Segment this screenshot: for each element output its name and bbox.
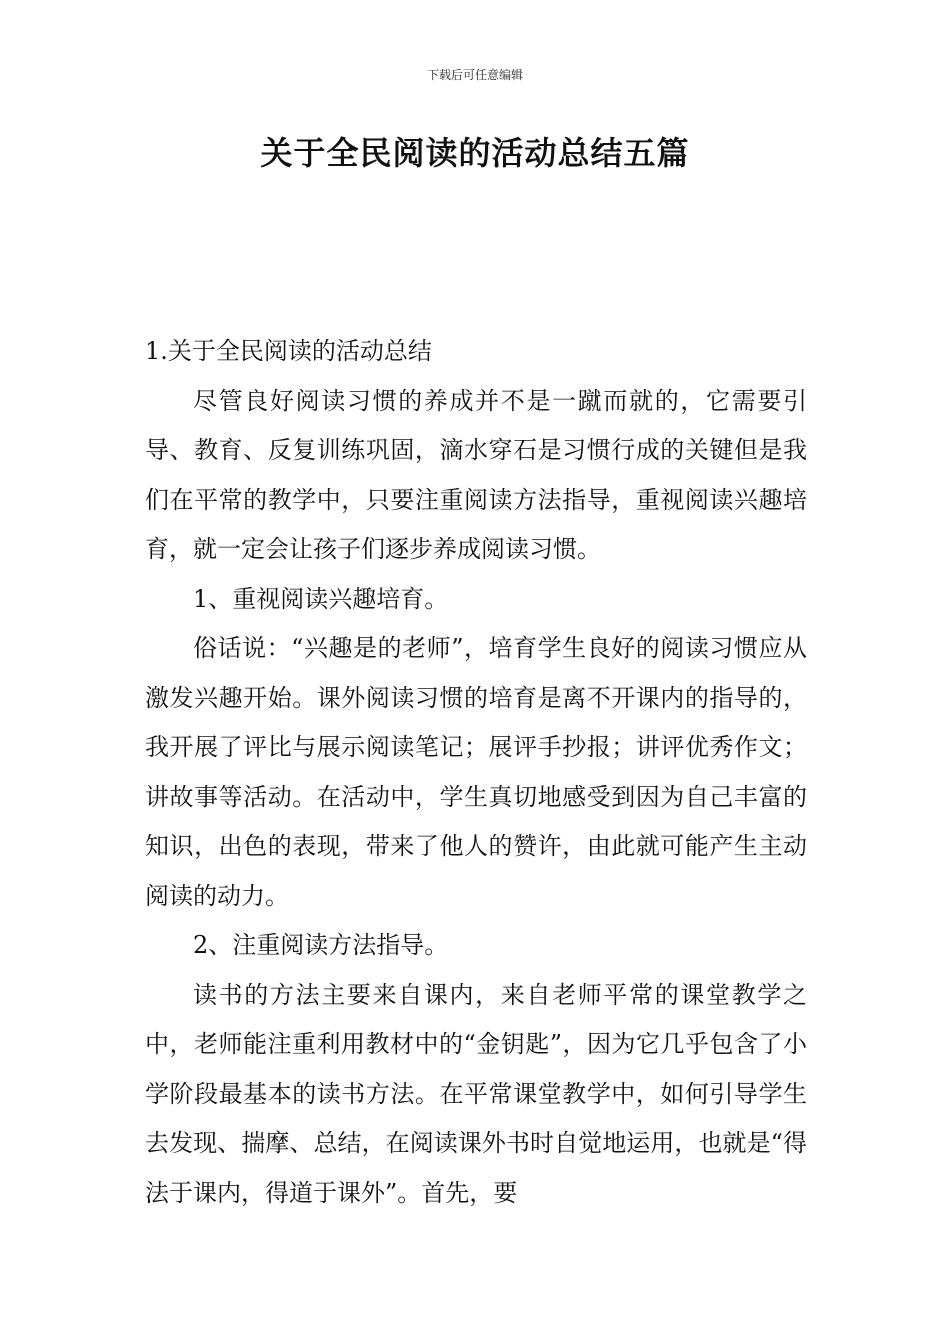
subheading-method: 2、注重阅读方法指导。	[193, 931, 449, 959]
document-body	[145, 327, 807, 1218]
paragraph-method: 读书的方法主要来自课内，来自老师平常的课堂教学之中，老师能注重利用教材中的“金钥匙”，因为它几乎包含了小学阶段最基本的读书方法。在平常课堂教学中，如何引导学生去发现、揣摩、总结，在阅读课外书时自觉地运用，也就是“得法于课内，得道于课外”。首先，要	[145, 980, 807, 1207]
subheading-interest: 1、重视阅读兴趣培育。	[193, 584, 449, 613]
section-heading: 1.关于全民阅读的活动总结	[145, 337, 432, 365]
page-header-note: 下载后可任意编辑	[426, 68, 523, 82]
paragraph-interest: 俗话说：“兴趣是的老师”，培育学生良好的阅读习惯应从激发兴趣开始。课外阅读习惯的培育是离不开课内的指导的，我开展了评比与展示阅读笔记；展评手抄报；讲评优秀作文；讲故事等活动。在活动中，学生真切地感受到因为自己丰富的知识，出色的表现，带来了他人的赞许，由此就可能产生主动阅读的动力。	[145, 634, 807, 910]
document-title: 关于全民阅读的活动总结五篇	[260, 134, 690, 172]
paragraph-intro: 尽管良好阅读习惯的养成并不是一蹴而就的，它需要引导、教育、反复训练巩固，滴水穿石是习惯行成的关键但是我们在平常的教学中，只要注重阅读方法指导，重视阅读兴趣培育，就一定会让孩子们逐步养成阅读习惯。	[145, 386, 807, 563]
